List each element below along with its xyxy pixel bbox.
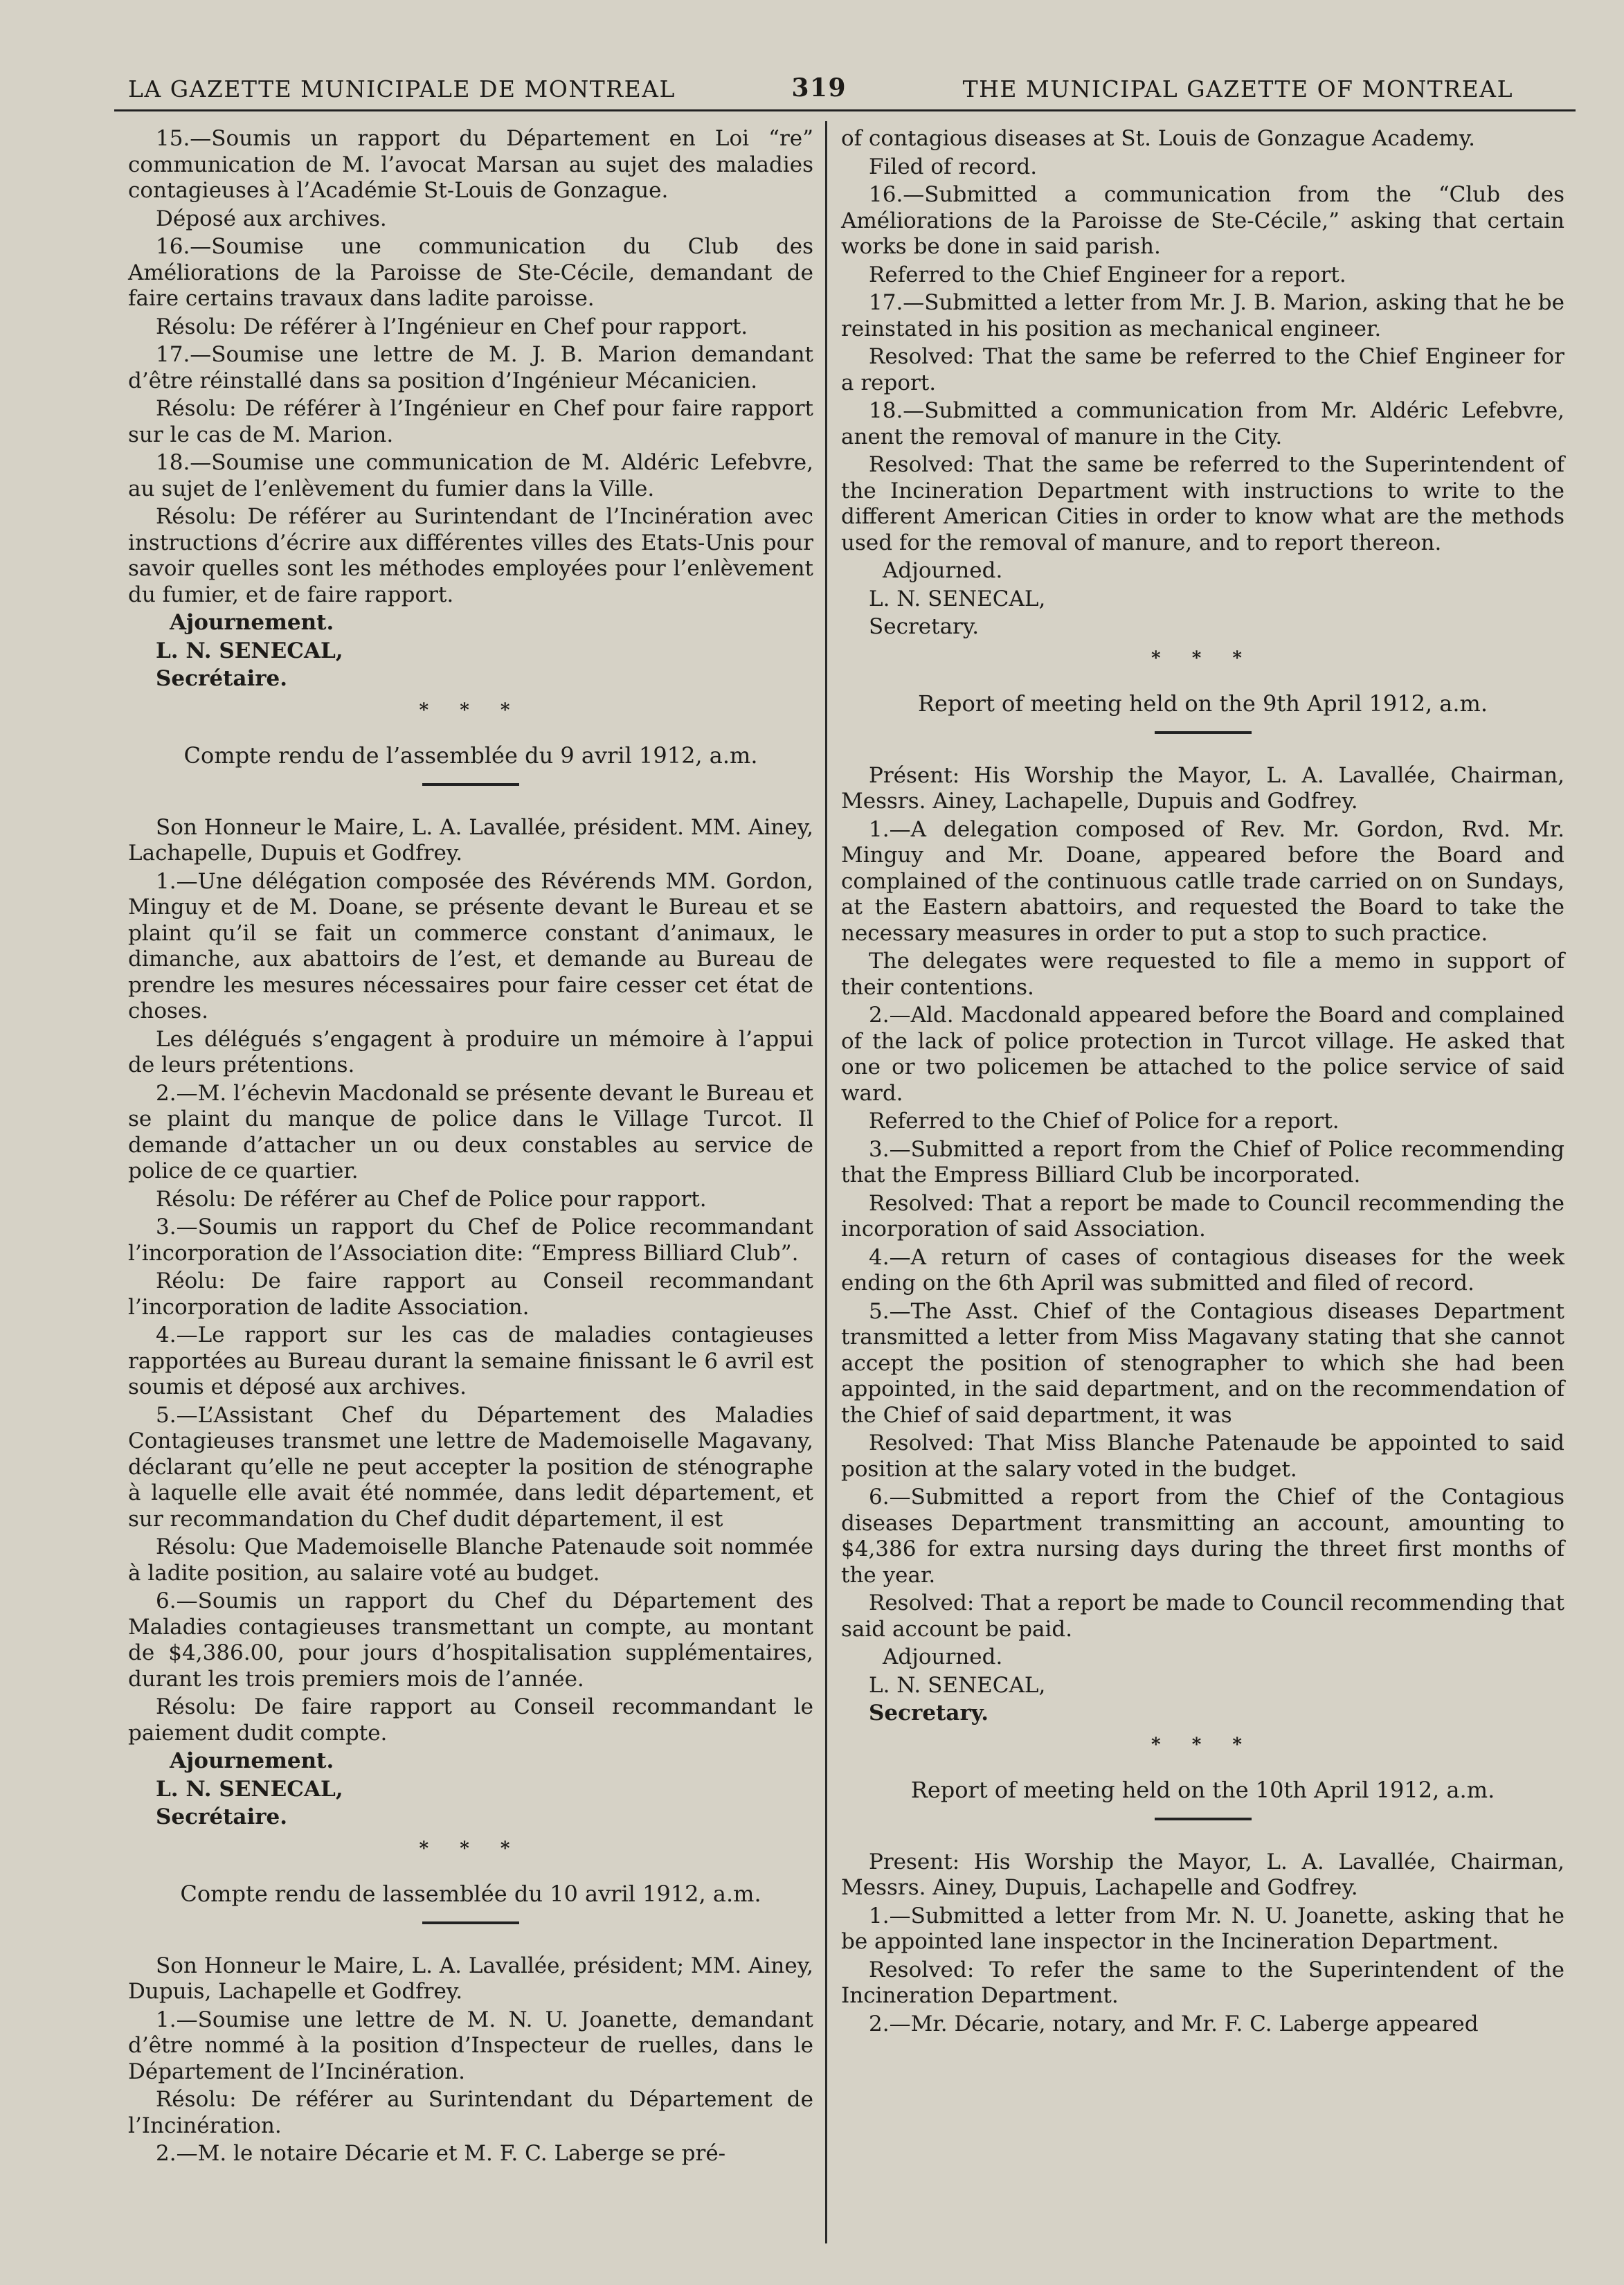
title-rule <box>1155 1818 1252 1820</box>
section-separator: * * * <box>1151 647 1254 669</box>
paragraph: Referred to the Chief Engineer for a report. <box>869 262 1346 287</box>
title-rule <box>422 1921 519 1924</box>
header-english-title: THE MUNICIPAL GAZETTE OF MONTREAL <box>962 75 1513 102</box>
signature-title: Secrétaire. <box>156 666 288 691</box>
paragraph: Filed of record. <box>869 154 1038 179</box>
paragraph: 3.—Soumis un rapport du Chef de Police recommandant l’incorporation de l’Association dite: “Empress Billiard Club”. <box>128 1215 813 1266</box>
page-number: 319 <box>791 73 847 102</box>
paragraph: Son Honneur le Maire, L. A. Lavallée, président. MM. Ainey, Lachapelle, Dupuis et Godfrey. <box>128 814 813 866</box>
paragraph: 2.—Ald. Macdonald appeared before the Board and complained of the lack of police protection in Turcot village. He asked that one or two policemen be attached to the police service of said ward. <box>841 1003 1564 1106</box>
french-column <box>128 126 813 2169</box>
paragraph: 15.—Soumis un rapport du Département en Loi “re” communication de M. l’avocat Marsan au sujet des maladies contagieuses à l’Académie St-Louis de Gonzague. <box>128 126 813 203</box>
signature-name: L. N. SENECAL, <box>869 1672 1046 1698</box>
paragraph: Resolved: That a report be made to Council recommending the incorporation of said Association. <box>841 1190 1564 1242</box>
signature-name: L. N. SENECAL, <box>156 638 343 663</box>
column-divider <box>825 121 827 2243</box>
paragraph: Son Honneur le Maire, L. A. Lavallée, président; MM. Ainey, Dupuis, Lachapelle et Godfrey. <box>128 1953 813 2004</box>
signature-title: Secrétaire. <box>156 1804 288 1829</box>
paragraph: 6.—Soumis un rapport du Chef du Département des Maladies contagieuses transmettant un compte, au montant de $4,386.00, pour jours d’hospitalisation supplémentaires, durant les trois premiers mois de l’année. <box>128 1588 813 1692</box>
title-rule <box>1155 731 1252 734</box>
adjournment: Ajournement. <box>170 1748 334 1773</box>
paragraph: Résolu: De référer au Surintendant de l’Incinération avec instructions d’écrire aux différentes villes des Etats-Unis pour savoir quelles sont les méthodes employées pour l’enlèvement du fumier, et de faire rapport. <box>128 504 813 607</box>
section-separator: * * * <box>419 699 523 721</box>
paragraph: 2.—M. le notaire Décarie et M. F. C. Laberge se pré- <box>156 2141 726 2166</box>
report-title: Compte rendu de l’assemblée du 9 avril 1912, a.m. <box>183 742 758 769</box>
paragraph: Réolu: De faire rapport au Conseil recommandant l’incorporation de ladite Association. <box>128 1269 813 1320</box>
paragraph: 17.—Submitted a letter from Mr. J. B. Marion, asking that he be reinstated in his position as mechanical engineer. <box>841 290 1564 341</box>
paragraph: Resolved: That a report be made to Council recommending that said account be paid. <box>841 1590 1564 1642</box>
paragraph: Déposé aux archives. <box>156 206 387 231</box>
header-french-title: LA GAZETTE MUNICIPALE DE MONTREAL <box>128 75 676 102</box>
paragraph: 1.—Submitted a letter from Mr. N. U. Joanette, asking that he be appointed lane inspector in the Incineration Department. <box>841 1903 1564 1954</box>
paragraph: Present: His Worship the Mayor, L. A. Lavallée, Chairman, Messrs. Ainey, Dupuis, Lachapelle and Godfrey. <box>841 1849 1564 1900</box>
section-separator: * * * <box>419 1838 523 1859</box>
english-column <box>841 126 1564 2039</box>
paragraph: 6.—Submitted a report from the Chief of the Contagious diseases Department transmitting an account, amounting to $4,386 for extra nursing days during the threet first months of the year. <box>841 1485 1564 1588</box>
paragraph: Résolu: De référer à l’Ingénieur en Chef pour rapport. <box>156 314 748 339</box>
title-rule <box>422 783 519 786</box>
paragraph: Résolu: De référer au Surintendant du Département de l’Incinération. <box>128 2087 813 2138</box>
paragraph: 1.—Soumise une lettre de M. N. U. Joanette, demandant d’être nommé à la position d’Inspecteur de ruelles, dans le Département de l’Incinération. <box>128 2007 813 2084</box>
paragraph: 17.—Soumise une lettre de M. J. B. Marion demandant d’être réinstallé dans sa position d’Ingénieur Mécanicien. <box>128 342 813 393</box>
paragraph: 1.—A delegation composed of Rev. Mr. Gordon, Rvd. Mr. Minguy and Mr. Doane, appeared before the Board and complained of the continuous catlle trade carried on on Sundays, at the Eastern abattoirs, and requested the Board to take the necessary measures in order to put a stop to such practice. <box>841 816 1564 946</box>
report-title: Report of meeting held on the 9th April 1912, a.m. <box>917 690 1488 717</box>
signature-title: Secretary. <box>869 1701 989 1726</box>
paragraph: Résolu: Que Mademoiselle Blanche Patenaude soit nommée à ladite position, au salaire voté au budget. <box>128 1534 813 1586</box>
paragraph: Resolved: That the same be referred to the Superintendent of the Incineration Department with instructions to write to the different American Cities in order to know what are the methods used for the removal of manure, and to report thereon. <box>841 452 1564 555</box>
paragraph: 4.—Le rapport sur les cas de maladies contagieuses rapportées au Bureau durant la semaine finissant le 6 avril est soumis et déposé aux archives. <box>128 1323 813 1399</box>
report-title: Report of meeting held on the 10th April 1912, a.m. <box>910 1777 1495 1803</box>
paragraph: Referred to the Chief of Police for a report. <box>869 1109 1339 1133</box>
paragraph: 18.—Submitted a communication from Mr. Aldéric Lefebvre, anent the removal of manure in the City. <box>841 398 1564 449</box>
paragraph: Résolu: De référer au Chef de Police pour rapport. <box>156 1186 707 1212</box>
signature-title: Secretary. <box>869 614 980 639</box>
paragraph: Resolved: That Miss Blanche Patenaude be appointed to said position at the salary voted in the budget. <box>841 1431 1564 1482</box>
paragraph: Résolu: De référer à l’Ingénieur en Chef pour faire rapport sur le cas de M. Marion. <box>128 396 813 447</box>
header-rule <box>114 109 1576 111</box>
paragraph: of contagious diseases at St. Louis de Gonzague Academy. <box>841 126 1475 151</box>
paragraph: Resolved: To refer the same to the Superintendent of the Incineration Department. <box>841 1957 1564 2008</box>
report-title: Compte rendu de lassemblée du 10 avril 1912, a.m. <box>180 1881 761 1907</box>
paragraph: 4.—A return of cases of contagious diseases for the week ending on the 6th April was submitted and filed of record. <box>841 1244 1564 1296</box>
paragraph: 16.—Submitted a communication from the “Club des Améliorations de la Paroisse de Ste-Cécile,” asking that certain works be done in said parish. <box>841 182 1564 259</box>
paragraph: Resolved: That the same be referred to the Chief Engineer for a report. <box>841 344 1564 395</box>
page-header <box>128 61 1513 102</box>
paragraph: 18.—Soumise une communication de M. Aldéric Lefebvre, au sujet de l’enlèvement du fumier dans la Ville. <box>128 450 813 501</box>
signature-name: L. N. SENECAL, <box>156 1776 343 1802</box>
paragraph: 1.—Une délégation composée des Révérends MM. Gordon, Minguy et de M. Doane, se présente devant le Bureau et se plaint qu’il se fait un commerce constant d’animaux, le dimanche, aux abattoirs de l’est, et demande au Bureau de prendre les mesures nécessaires pour faire cesser cet état de choses. <box>128 868 813 1023</box>
adjournment: Adjourned. <box>883 558 1003 583</box>
paragraph: Résolu: De faire rapport au Conseil recommandant le paiement dudit compte. <box>128 1694 813 1746</box>
adjournment: Adjourned. <box>883 1645 1003 1669</box>
paragraph: 2.—M. l’échevin Macdonald se présente devant le Bureau et se plaint du manque de police dans le Village Turcot. Il demande d’attacher un ou deux constables au service de police de ce quartier. <box>128 1080 813 1183</box>
paragraph: The delegates were requested to file a memo in support of their contentions. <box>841 949 1564 1000</box>
paragraph: Présent: His Worship the Mayor, L. A. Lavallée, Chairman, Messrs. Ainey, Lachapelle, Dupuis and Godfrey. <box>841 762 1564 814</box>
paragraph: Les délégués s’engagent à produire un mémoire à l’appui de leurs prétentions. <box>128 1026 813 1077</box>
adjournment: Ajournement. <box>170 610 334 635</box>
paragraph: 16.—Soumise une communication du Club des Améliorations de la Paroisse de Ste-Cécile, demandant de faire certains travaux dans ladite paroisse. <box>128 234 813 311</box>
paragraph: 5.—L’Assistant Chef du Département des Maladies Contagieuses transmet une lettre de Mademoiselle Magavany, déclarant qu’elle ne peut accepter la position de sténographe à laquelle elle avait été nommée, dans ledit département, et sur recommandation du Chef dudit département, il est <box>128 1402 813 1532</box>
paragraph: 5.—The Asst. Chief of the Contagious diseases Department transmitted a letter from Miss Magavany stating that she cannot accept the position of stenographer to which she had been appointed, in the said department, and on the recommendation of the Chief of said department, it was <box>841 1298 1564 1428</box>
signature-name: L. N. SENECAL, <box>869 586 1046 611</box>
paragraph: 3.—Submitted a report from the Chief of Police recommending that the Empress Billiard Club be incorporated. <box>841 1136 1564 1188</box>
paragraph: 2.—Mr. Décarie, notary, and Mr. F. C. Laberge appeared <box>869 2011 1479 2036</box>
section-separator: * * * <box>1151 1734 1254 1755</box>
